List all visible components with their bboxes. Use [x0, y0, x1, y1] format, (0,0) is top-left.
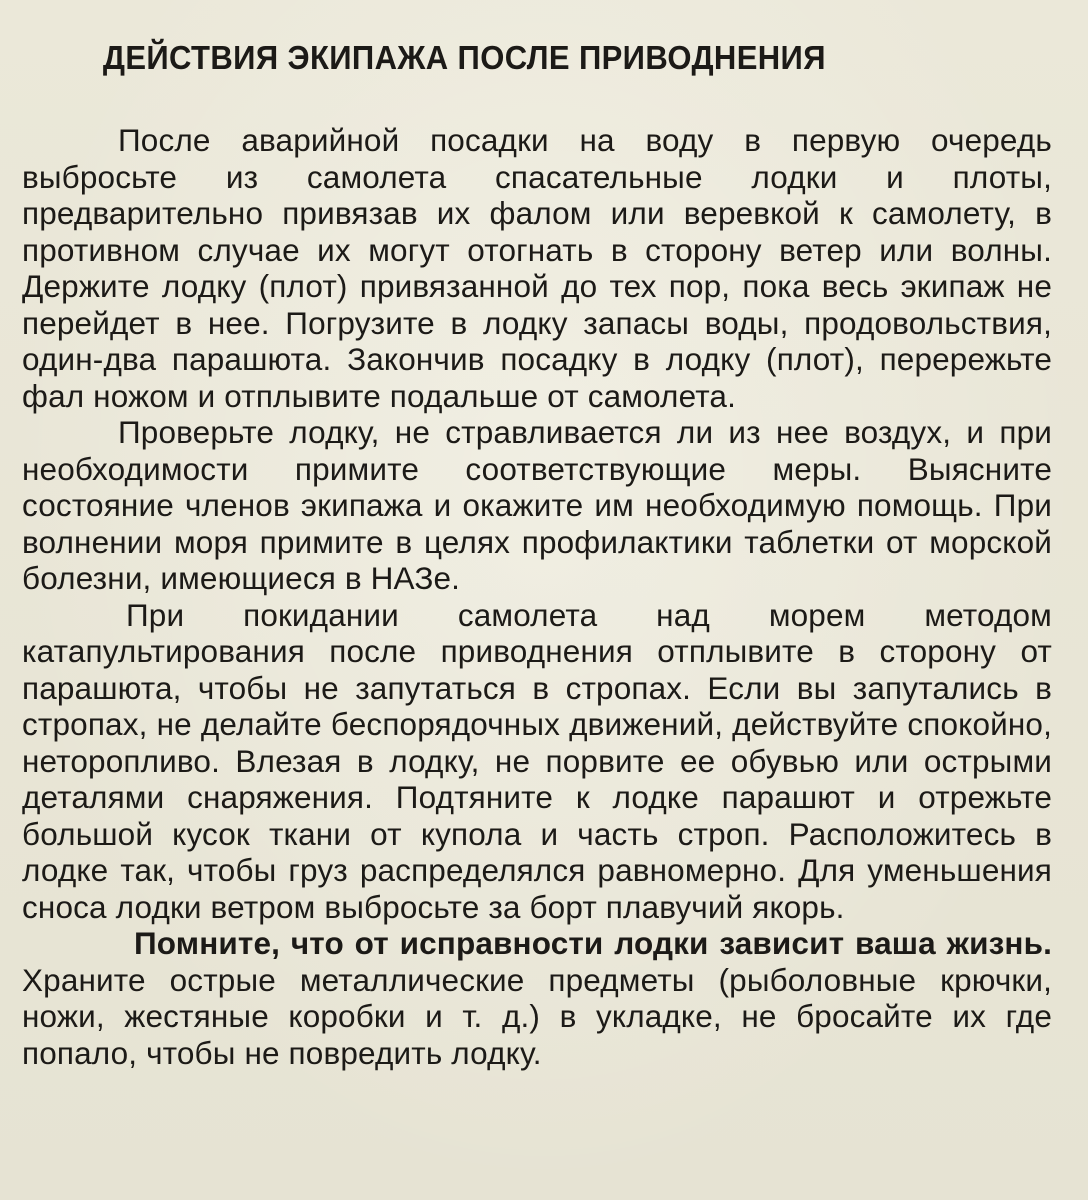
paragraph-1: После аварийной посадки на воду в первую очередь выбросьте из самолета спасательные лодки и плоты, предварительно привязав их фалом или веревкой к самолету, в противном случае их могут отогнать в сторону ветер или волны. Держите лодку (плот) привязанной до тех пор, пока весь экипаж не перейдет в нее. Погрузите в лодку запасы воды, продовольствия, один-два парашюта. Закончив посадку в лодку (плот), перережьте фал ножом и отплывите подальше от самолета.: [22, 122, 1052, 414]
paragraph-4-emphasis: Помните, что от исправности лодки зависит ваша жизнь.: [134, 925, 1052, 962]
paragraph-4: [22, 925, 1052, 1071]
document-body: [22, 122, 1052, 1071]
paragraph-3: При покидании самолета над морем методом катапультирования после приводнения отплывите в сторону от парашюта, чтобы не запутаться в стропах. Если вы запутались в стропах, не делайте беспорядочных движений, действуйте спокойно, неторопливо. Влезая в лодку, не порвите ее обувью или острыми деталями снаряжения. Подтяните к лодке парашют и отрежьте большой кусок ткани от купола и часть строп. Расположитесь в лодке так, чтобы груз распределялся равномерно. Для уменьшения сноса лодки ветром выбросьте за борт плавучий якорь.: [22, 596, 1052, 925]
paragraph-4-text: Храните острые металлические предметы (рыболовные крючки, ножи, жестяные коробки и т. д.) в укладке, не бросайте их где попало, чтобы не повредить лодку.: [22, 961, 1052, 1071]
document-title: ДЕЙСТВИЯ ЭКИПАЖА ПОСЛЕ ПРИВОДНЕНИЯ: [102, 39, 826, 76]
paragraph-2: Проверьте лодку, не стравливается ли из нее воздух, и при необходимости примите соответствующие меры. Выясните состояние членов экипажа и окажите им необходимую помощь. При волнении моря примите в целях профилактики таблетки от морской болезни, имеющиеся в НАЗе.: [22, 414, 1052, 597]
